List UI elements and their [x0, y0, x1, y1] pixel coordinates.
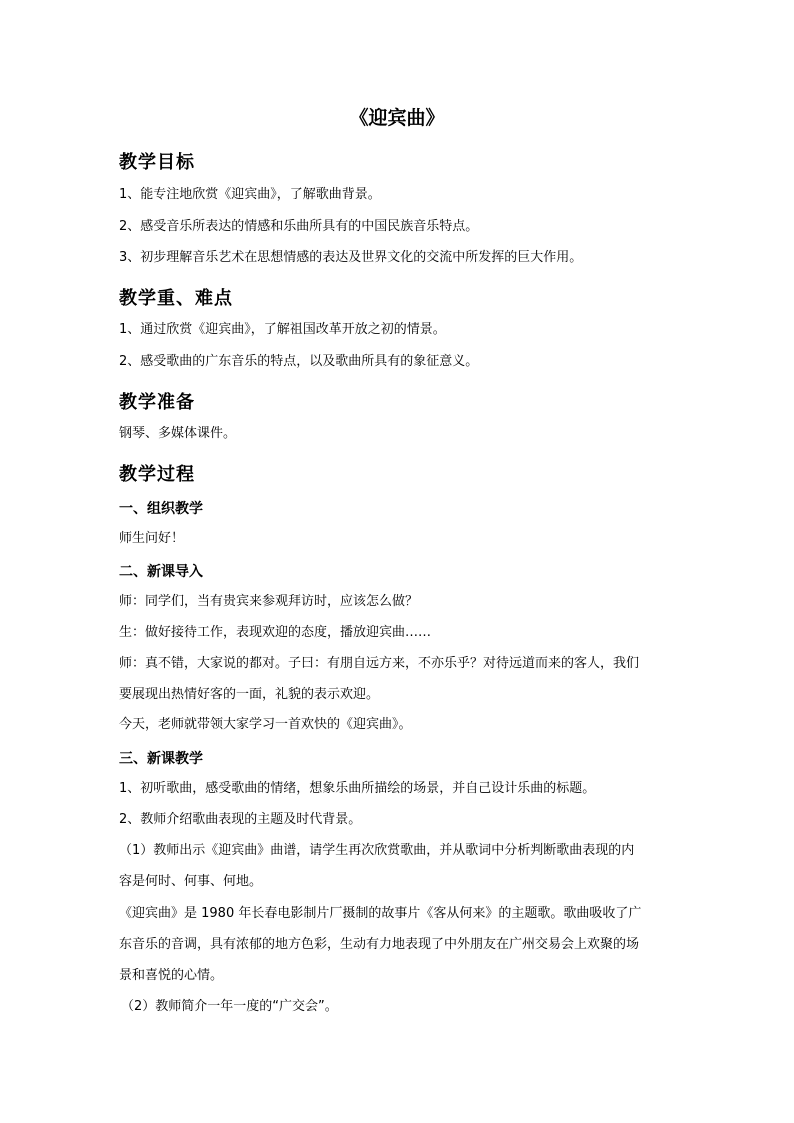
teaching-line: 《迎宾曲》是 1980 年长春电影制片厂摄制的故事片《客从何来》的主题歌。歌曲吸收了广	[119, 906, 642, 921]
key-point-item-2: 2、感受歌曲的广东音乐的特点，以及歌曲所具有的象征意义。	[119, 354, 479, 369]
section-heading-process: 教学过程	[119, 464, 195, 485]
intro-line: 生：做好接待工作，表现欢迎的态度，播放迎宾曲……	[119, 625, 432, 640]
section-heading-preparation: 教学准备	[119, 392, 195, 413]
teaching-line: 容是何时、何事、何地。	[119, 874, 263, 889]
teaching-line: 景和喜悦的心情。	[119, 968, 224, 983]
subsection-heading-organize: 一、组织教学	[119, 501, 203, 517]
section-heading-objectives: 教学目标	[119, 152, 195, 173]
teaching-line: （1）教师出示《迎宾曲》曲谱，请学生再次欣赏歌曲，并从歌词中分析判断歌曲表现的内	[119, 843, 635, 858]
subsection-heading-teaching: 三、新课教学	[119, 751, 203, 767]
subsection-heading-intro: 二、新课导入	[119, 564, 203, 580]
intro-line: 要展现出热情好客的一面，礼貌的表示欢迎。	[119, 687, 380, 702]
preparation-text: 钢琴、多媒体课件。	[119, 426, 237, 441]
teaching-line: 东音乐的音调，具有浓郁的地方色彩，生动有力地表现了中外朋友在广州交易会上欢聚的场	[119, 937, 640, 952]
key-point-item-1: 1、通过欣赏《迎宾曲》，了解祖国改革开放之初的情景。	[119, 322, 446, 337]
objective-item-1: 1、能专注地欣赏《迎宾曲》，了解歌曲背景。	[119, 187, 381, 202]
teaching-line: 1、初听歌曲，感受歌曲的情绪，想象乐曲所描绘的场景，并自己设计乐曲的标题。	[119, 781, 596, 796]
intro-line: 师：真不错，大家说的都对。子曰：有朋自远方来，不亦乐乎？对待远道而来的客人，我们	[119, 656, 640, 671]
intro-line: 师：同学们，当有贵宾来参观拜访时，应该怎么做？	[119, 594, 419, 609]
intro-line: 今天，老师就带领大家学习一首欢快的《迎宾曲》。	[119, 717, 412, 732]
objective-item-3: 3、初步理解音乐艺术在思想情感的表达及世界文化的交流中所发挥的巨大作用。	[119, 250, 583, 265]
teaching-line: 2、教师介绍歌曲表现的主题及时代背景。	[119, 812, 362, 827]
document-title: 《迎宾曲》	[349, 107, 445, 129]
objective-item-2: 2、感受音乐所表达的情感和乐曲所具有的中国民族音乐特点。	[119, 219, 479, 234]
teaching-line: （2）教师简介一年一度的“广交会”。	[121, 999, 338, 1014]
section-heading-key-points: 教学重、难点	[119, 288, 233, 309]
organize-text: 师生问好！	[119, 531, 185, 546]
